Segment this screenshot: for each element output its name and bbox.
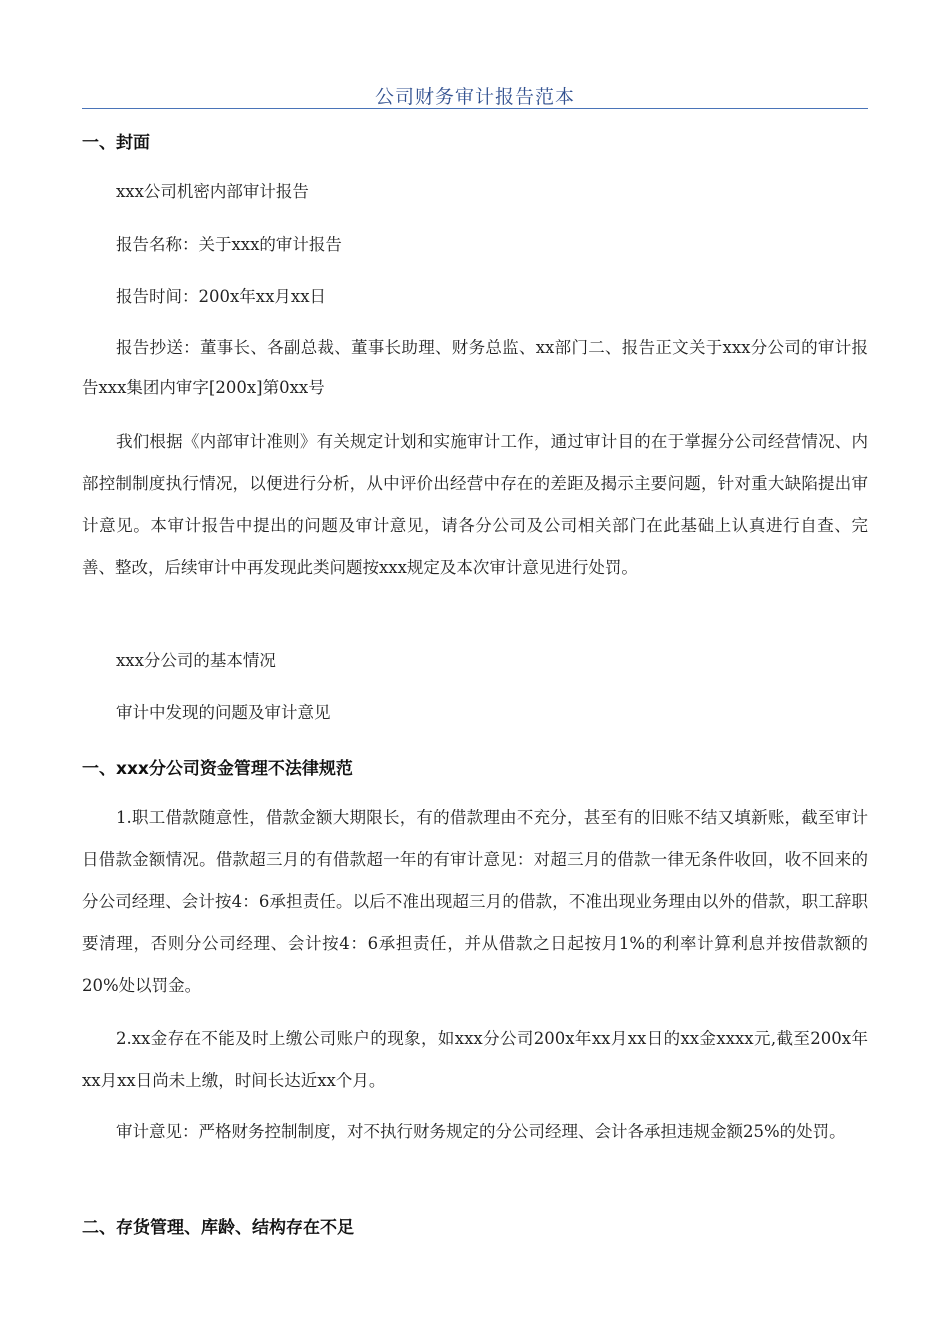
intro-paragraph: 我们根据《内部审计准则》有关规定计划和实施审计工作，通过审计目的在于掌握分公司经营情况、内部控制制度执行情况，以便进行分析，从中评价出经营中存在的差距及揭示主要问题，针对重大缺陷提出审计意见。本审计报告中提出的问题及审计意见，请各分公司及公司相关部门在此基础上认真进行自查、完善、整改，后续审计中再发现此类问题按xxx规定及本次审计意见进行处罚。 [82,432,868,577]
document-title: 公司财务审计报告范本 [374,86,575,108]
title-underline [82,108,868,109]
finding-item-2: 2.xx金存在不能及时上缴公司账户的现象，如xxx分公司200x年xx月xx日的xx金xxxx元,截至200x年xx月xx日尚未上缴，时间长达近xx个月。 [82,1029,868,1090]
cover-line-company: xxx公司机密内部审计报告 [116,182,309,201]
section-heading-inventory: 二、存货管理、库龄、结构存在不足 [82,1218,354,1238]
findings-label-line: 审计中发现的问题及审计意见 [116,703,331,722]
audit-opinion-paragraph: 审计意见：严格财务控制制度，对不执行财务规定的分公司经理、会计各承担违规金额25%的处罚。 [116,1122,846,1141]
section-heading-cover: 一、封面 [82,133,150,153]
section-heading-fund-management: 一、xxx分公司资金管理不法律规范 [82,759,353,779]
cover-line-report-name: 报告名称：关于xxx的审计报告 [116,235,342,254]
finding-item-1: 1.职工借款随意性，借款金额大期限长，有的借款理由不充分，甚至有的旧账不结又填新账，截至审计日借款金额情况。借款超三月的有借款超一年的有审计意见：对超三月的借款一律无条件收回，收不回来的分公司经理、会计按4：6承担责任。以后不准出现超三月的借款，不准出现业务理由以外的借款，职工辞职要清理，否则分公司经理、会计按4：6承担责任，并从借款之日起按月1%的利率计算利息并按借款额的20%处以罚金。 [82,808,868,995]
distribution-paragraph: 报告抄送：董事长、各副总裁、董事长助理、财务总监、xx部门二、报告正文关于xxx分公司的审计报告xxx集团内审字[200x]第0xx号 [82,338,868,397]
cover-line-report-time: 报告时间：200x年xx月xx日 [116,287,327,306]
basic-info-line: xxx分公司的基本情况 [116,651,276,670]
